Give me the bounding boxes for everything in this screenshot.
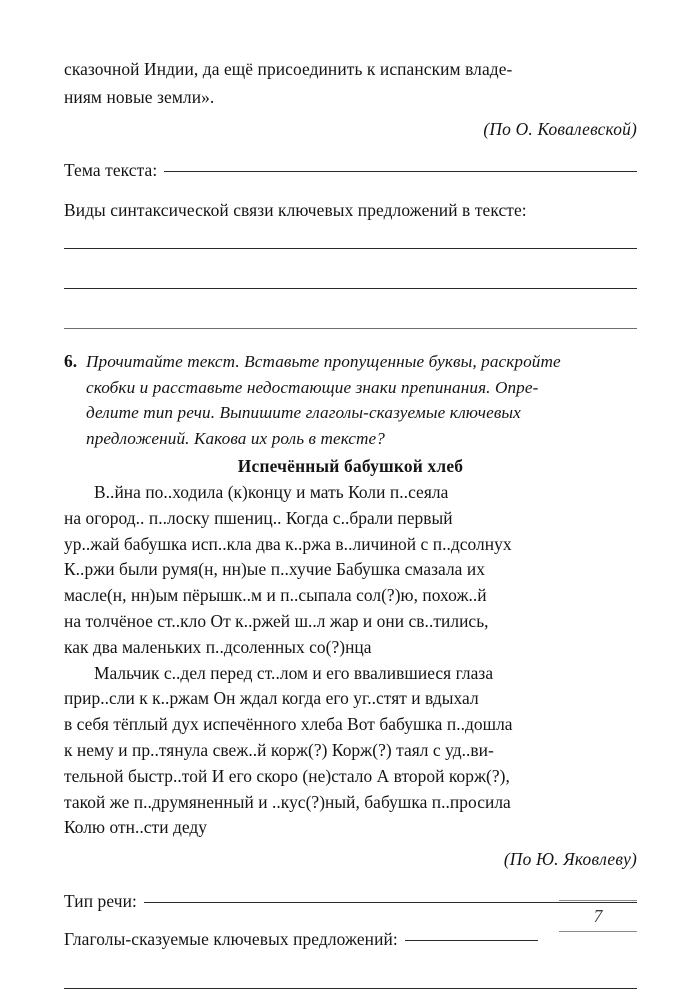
passage-line (64, 635, 637, 661)
topic-field-row[interactable] (64, 157, 637, 183)
continuation-line-text: сказочной Индии, да ещё присоединить к испанским владе- (64, 59, 513, 79)
instruction-line (86, 375, 637, 401)
speech-type-field-label: Тип речи: (64, 891, 137, 912)
page-number-rule-bottom (559, 931, 637, 932)
passage-line (64, 790, 637, 816)
passage-line-text: тельной быстр..той И его скоро (не)стало А второй корж(?), (64, 765, 510, 786)
passage-title: Испечённый бабушкой хлеб (237, 456, 464, 476)
passage-line (64, 738, 637, 764)
page-content (64, 0, 637, 989)
instruction-line (86, 349, 637, 375)
predicate-verbs-answer-line[interactable] (405, 940, 538, 941)
exercise-6 (64, 349, 637, 451)
passage-attribution: (По Ю. Яковлеву) (503, 849, 637, 870)
topic-answer-line[interactable] (164, 171, 637, 172)
passage-line-text: к нему и пр..тянула свеж..й корж(?) Корж(?) таял с уд..ви- (64, 739, 494, 760)
instruction-line (86, 400, 637, 426)
predicate-verbs-field-label: Глаголы-сказуемые ключевых предложений: (64, 929, 398, 950)
topic-field-label: Тема текста: (64, 160, 158, 180)
continuation-attribution: (По О. Ковалевской) (483, 119, 637, 139)
continuation-paragraph (64, 0, 637, 111)
passage-line-text: масле(н, нн)ым пёрышк..м и п..сыпала сол(?)ю, похож..й (64, 585, 487, 606)
exercise-instruction (86, 349, 637, 451)
passage-line-text: прир..сли к к..ржам Он ждал когда его уг..стят и вдыхал (64, 688, 479, 709)
continuation-line (64, 55, 637, 83)
instruction-line-text: делите тип речи. Выпишите глаголы-сказуемые ключевых (86, 403, 521, 422)
passage-line-text: Колю отн..сти деду (64, 817, 208, 838)
passage-line (64, 557, 637, 583)
passage-line-text: на толчёное ст..кло От к..ржей ш..л жар и они св..тились, (64, 610, 489, 631)
instruction-line-text: предложений. Какова их роль в тексте? (86, 428, 385, 448)
instruction-line-text: Прочитайте текст. Вставьте пропущенные буквы, раскройте (86, 352, 561, 371)
passage-line-text: как два маленьких п..дсоленных со(?)нца (64, 636, 372, 657)
predicate-verbs-answer-line-2[interactable] (64, 988, 637, 989)
instruction-line-text: скобки и расставьте недостающие знаки препинания. Опре- (86, 377, 539, 397)
passage-line-text: такой же п..друмяненный и ..кус(?)ный, бабушка п..просила (64, 791, 511, 812)
exercise-body (86, 349, 637, 451)
passage-line (64, 661, 637, 687)
passage-line (64, 764, 637, 790)
passage-line-text: в себя тёплый дух испечённого хлеба Вот бабушка п..дошла (64, 714, 513, 735)
passage-line-text: К..ржи были румя(н, нн)ые п..хучие Бабушка смазала их (64, 559, 485, 580)
passage-paragraph-2 (64, 661, 637, 842)
passage-line-text: Мальчик с..дел перед ст..лом и его ввалившиеся глаза (94, 662, 494, 683)
passage-line-text: ур..жай бабушка исп..кла два к..ржа в..личиной с п..дсолнух (64, 533, 512, 554)
passage-line-text: В..йна по..ходила (к)концу и мать Коли п..сеяла (94, 482, 449, 502)
predicate-verbs-field-row[interactable] (64, 926, 637, 952)
passage-line (64, 712, 637, 738)
continuation-line (64, 83, 637, 111)
passage-line (64, 686, 637, 712)
page-number: 7 (593, 906, 603, 926)
passage-line-text: на огород.. п..лоску пшениц.. Когда с..брали первый (64, 507, 453, 528)
instruction-line (86, 426, 637, 452)
passage-line (64, 609, 637, 635)
continuation-line-text: ниям новые земли». (64, 87, 215, 107)
speech-type-field-row[interactable] (64, 888, 637, 914)
passage-line (64, 506, 637, 532)
passage-line (64, 480, 637, 506)
passage-paragraph-1 (64, 480, 637, 661)
syntax-field-label: Виды синтаксической связи ключевых предложений в тексте: (64, 200, 527, 220)
passage-line (64, 532, 637, 558)
exercise-number: 6. (64, 351, 78, 371)
passage-line (64, 815, 637, 841)
page-number-block (559, 900, 637, 932)
passage-line (64, 583, 637, 609)
